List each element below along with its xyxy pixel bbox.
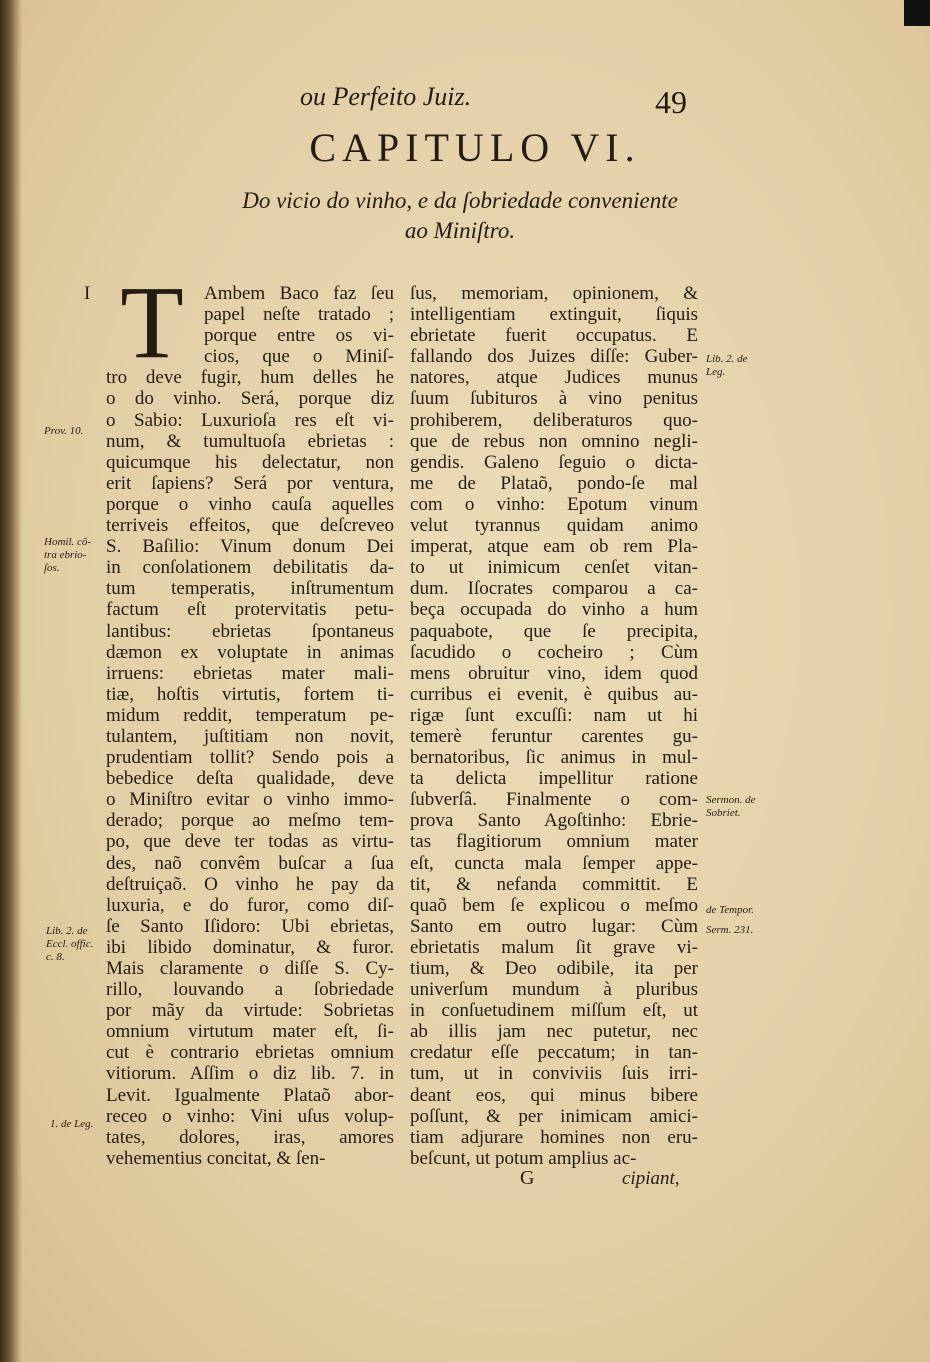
drop-cap: T xyxy=(120,265,184,380)
text-line: ebrietatis malum ſit grave vi- xyxy=(410,936,698,958)
text-line: vitiorum. Aſſim o diz lib. 7. in xyxy=(106,1063,394,1085)
text-line: tulantem, juſtitiam non novit, xyxy=(106,725,394,747)
text-line: porque entre os vi- xyxy=(204,325,394,347)
margin-note-tempor: Serm. 231. xyxy=(706,924,754,936)
text-line: fallando dos Juizes diſſe: Guber- xyxy=(410,346,698,368)
text-line: eſt, cuncta mala ſemper appe- xyxy=(410,852,698,874)
margin-note-leg-right: Lib. 2. de xyxy=(706,353,748,365)
text-line: irruens: ebrietas mater mali- xyxy=(106,662,394,684)
text-line: dæmon ex voluptate in animas xyxy=(106,641,394,663)
right-text-column xyxy=(410,283,698,1169)
text-line: quicumque his delectatur, non xyxy=(106,451,394,473)
text-line: deant eos, qui minus bibere xyxy=(410,1084,698,1106)
text-line: ab illis jam nec putetur, nec xyxy=(410,1021,698,1043)
text-line: o Miniſtro evitar o vinho immo- xyxy=(106,789,394,811)
text-line: midum reddit, temperatum pe- xyxy=(106,704,394,726)
text-line: to ut inimicum cenſet vitan- xyxy=(410,557,698,579)
margin-note-lib2: c. 8. xyxy=(46,951,65,963)
paragraph-number: I xyxy=(84,283,91,304)
text-line: rigæ ſunt excuſſi: nam ut hi xyxy=(410,704,698,726)
text-line: bebedice deſta qualidade, deve xyxy=(106,768,394,790)
text-line: tit, & nefanda committit. E xyxy=(410,873,698,895)
margin-note-lib2: Lib. 2. de xyxy=(46,925,88,937)
text-line: prova Santo Agoſtinho: Ebrie- xyxy=(410,810,698,832)
text-line: Levit. Igualmente Plataõ abor- xyxy=(106,1084,394,1106)
subtitle-line-2: ao Miniſtro. xyxy=(404,218,516,243)
text-line: erit ſapiens? Será por ventura, xyxy=(106,472,394,494)
text-line: factum eſt protervitatis petu- xyxy=(106,599,394,621)
text-line: bernatoribus, ſic animus in mul- xyxy=(410,747,698,769)
text-line: Mais claramente o diſſe S. Cy- xyxy=(106,958,394,979)
text-line: ta delicta impellitur ratione xyxy=(410,768,698,790)
text-line: ebrietate fuerit occupatus. E xyxy=(410,325,698,347)
left-text-column xyxy=(106,265,394,1169)
text-line: vehementius concitat, & ſen- xyxy=(106,1147,326,1169)
text-line: curribus ei evenit, è quibus au- xyxy=(410,683,698,705)
text-line: receo o vinho: Vini uſus volup- xyxy=(106,1105,394,1127)
margin-note-sermon: Sermon. de xyxy=(706,794,756,806)
text-line: derado; porque ao meſmo tem- xyxy=(106,810,394,832)
text-line: des, naõ convêm buſcar a ſua xyxy=(106,852,394,874)
text-line: omnium virtutum mater eſt, ſi- xyxy=(106,1021,394,1043)
text-line: po, que deve ter todas as virtu- xyxy=(106,831,394,853)
margin-note-homil: ſos. xyxy=(44,562,60,574)
text-line: intelligentiam extinguit, ſiquis xyxy=(410,304,698,326)
margin-note-leg-right: Leg. xyxy=(706,366,726,378)
text-line: gendis. Galeno ſeguio o dicta- xyxy=(410,451,698,473)
scan-corner xyxy=(904,0,930,26)
text-line: tiæ, hoſtis virtutis, fortem ti- xyxy=(106,683,394,705)
text-line: paquabote, que ſe precipita, xyxy=(410,620,698,642)
text-line: deſtruiçaõ. O vinho he pay da xyxy=(106,873,394,895)
signature-mark: G xyxy=(520,1167,535,1189)
text-line: tiam adjurare homines non eru- xyxy=(410,1126,698,1148)
margin-note-prov: Prov. 10. xyxy=(44,425,84,437)
text-line: ſuum ſubituros à vino penitus xyxy=(410,388,698,410)
chapter-subtitle xyxy=(120,186,800,246)
text-line: me de Plataõ, pondo-ſe mal xyxy=(410,472,698,494)
text-line: velut tyrannus quidam animo xyxy=(410,515,698,537)
text-line: ſe Santo Iſidoro: Ubi ebrietas, xyxy=(106,915,394,937)
text-line: com o vinho: Epotum vinum xyxy=(410,493,698,515)
text-line: Santo em outro lugar: Cùm xyxy=(410,915,698,937)
text-line: quaõ bem ſe explicou o meſmo xyxy=(410,894,698,916)
text-line: terriveis effeitos, que deſcreveo xyxy=(106,515,394,537)
text-line: luxuria, e do furor, como diſ- xyxy=(106,894,394,916)
text-line: ſacudido o cocheiro ; Cùm xyxy=(410,641,698,663)
text-line: tium, & Deo odibile, ita per xyxy=(410,958,698,979)
book-gutter xyxy=(0,0,22,1362)
text-line: univerſum mundum à pluribus xyxy=(410,979,698,1001)
margin-note-leg: 1. de Leg. xyxy=(50,1118,94,1130)
text-line: beſcunt, ut potum amplius ac- xyxy=(410,1147,637,1169)
text-line: cios, que o Miniſ- xyxy=(204,346,394,368)
text-line: credatur eſſe peccatum; in tan- xyxy=(410,1042,698,1064)
margin-note-homil: tra ebrio- xyxy=(44,549,87,561)
text-line: prudentiam tollit? Sendo pois a xyxy=(106,747,394,769)
text-line: porque o vinho cauſa aquelles xyxy=(106,493,394,515)
page-number: 49 xyxy=(655,84,687,120)
margin-note-sermon: Sobriet. xyxy=(706,807,741,819)
text-line: que de rebus non omnino negli- xyxy=(410,430,698,452)
text-line: tum, ut in conviviis ſuis irri- xyxy=(410,1063,698,1085)
text-line: cut è contrario ebrietas omnium xyxy=(106,1042,394,1064)
text-line: o do vinho. Será, porque diz xyxy=(106,388,394,410)
text-line: in conſuetudinem miſſum eſt, ut xyxy=(410,1000,698,1022)
text-line: papel neſte tratado ; xyxy=(204,304,394,326)
text-line: poſſunt, & per inimicam amici- xyxy=(410,1105,698,1127)
text-line: tum temperatis, inſtrumentum xyxy=(106,578,394,600)
text-line: tro deve fugir, hum delles he xyxy=(106,367,394,389)
text-line: ſus, memoriam, opinionem, & xyxy=(410,283,698,304)
text-line: mens obruitur vino, idem quod xyxy=(410,662,698,684)
text-line: tates, dolores, iras, amores xyxy=(106,1126,394,1148)
text-line: por mãy da virtude: Sobrietas xyxy=(106,1000,394,1022)
text-line: o Sabio: Luxurioſa res eſt vi- xyxy=(106,409,394,431)
running-head: ou Perfeito Juiz. xyxy=(300,82,472,111)
text-line: rillo, louvando a ſobriedade xyxy=(106,979,394,1001)
subtitle-line-1: Do vicio do vinho, e da ſobriedade conveniente xyxy=(242,188,678,213)
margin-note-homil: Homil. cõ- xyxy=(44,536,92,548)
text-line: S. Baſilio: Vinum donum Dei xyxy=(106,536,394,558)
catchword: cipiant, xyxy=(622,1168,680,1189)
text-line: beça occupada do vinho a hum xyxy=(410,599,698,621)
text-line: num, & tumultuoſa ebrietas : xyxy=(106,430,394,452)
text-line: lantibus: ebrietas ſpontaneus xyxy=(106,620,394,642)
margin-note-tempor: de Tempor. xyxy=(706,904,754,916)
text-line: in conſolationem debilitatis da- xyxy=(106,557,394,579)
text-line: prohiberem, deliberaturos quo- xyxy=(410,409,698,431)
text-line: temerè feruntur carentes gu- xyxy=(410,725,698,747)
text-line: natores, atque Judices munus xyxy=(410,367,698,389)
text-line: dum. Iſocrates comparou a ca- xyxy=(410,578,698,600)
text-line: ſubverſâ. Finalmente o com- xyxy=(410,789,698,811)
text-line: ibi libido dominatur, & furor. xyxy=(106,936,394,958)
text-line: tas flagitiorum omnium mater xyxy=(410,831,698,853)
text-line: Ambem Baco faz ſeu xyxy=(204,283,394,304)
chapter-title: CAPITULO VI. xyxy=(309,125,641,170)
margin-note-lib2: Eccl. offic. xyxy=(46,938,94,950)
text-line: imperat, atque eam ob rem Pla- xyxy=(410,536,698,558)
